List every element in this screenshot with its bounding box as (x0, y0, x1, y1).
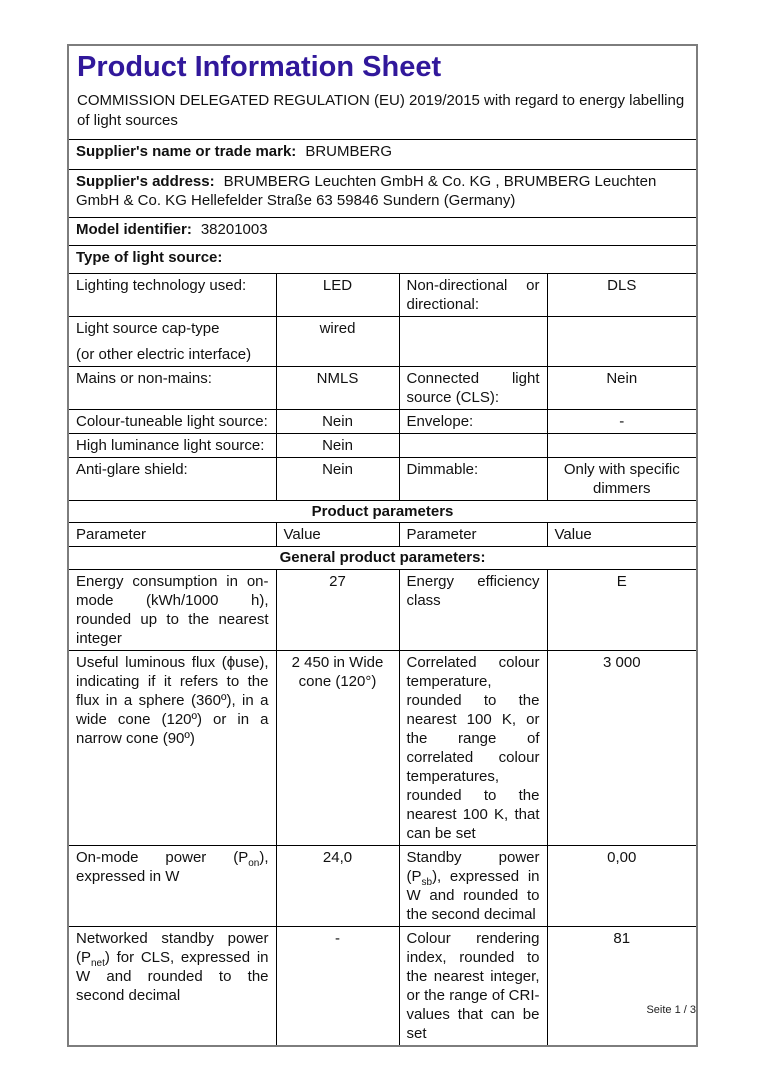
table-row (68, 434, 697, 458)
model-identifier-label: Model identifier: (76, 221, 192, 238)
table-row (68, 570, 697, 651)
table-row (68, 458, 697, 501)
section-heading-row (68, 501, 697, 523)
table-row (68, 651, 697, 846)
column-header-row (68, 523, 697, 547)
table-row (68, 846, 697, 927)
table-row (68, 274, 697, 317)
param-value-cell: Nein (276, 434, 399, 458)
type-heading-cell: Type of light source: (68, 246, 697, 274)
param-label-cell: Networked standby power $(P_{net})$ for CLS, expressed in W and rounded to the second decimal (68, 927, 276, 1047)
column-header: Value (276, 523, 399, 547)
param-label-cell: Energy efficiency class (399, 570, 547, 651)
type-heading-row (68, 246, 697, 274)
header-cell (68, 45, 697, 140)
param-value-cell: 27 (276, 570, 399, 651)
model-identifier-value: 38201003 (200, 221, 268, 238)
supplier-address-label: Supplier's address: (76, 173, 215, 190)
supplier-name-label: Supplier's name or trade mark: (76, 143, 297, 160)
table-row (68, 410, 697, 434)
param-label-cell: Standby power $(P_{sb})$, expressed in W and rounded to the second decimal (399, 846, 547, 927)
param-value-cell: LED (276, 274, 399, 317)
page-number: Seite 1 / 3 (646, 1004, 696, 1016)
column-header: Value (547, 523, 697, 547)
param-value-cell: Nein (276, 458, 399, 501)
param-value-cell: 2 450 in Wide cone (120°) (276, 651, 399, 846)
param-label-cell: Energy consumption in on-mode (kWh/1000 h), rounded up to the nearest integer (68, 570, 276, 651)
param-value-cell: Nein (547, 367, 697, 410)
model-identifier-cell (68, 218, 697, 246)
param-label-cell: Dimmable: (399, 458, 547, 501)
param-label-cell: Colour rendering index, rounded to the nearest integer, or the range of CRI-values that can be set (399, 927, 547, 1047)
param-label-cell: Envelope: (399, 410, 547, 434)
param-value-cell: NMLS (276, 367, 399, 410)
section-subheading-row (68, 547, 697, 570)
param-label-cell (68, 317, 276, 367)
param-label-cell: Colour-tuneable light source: (68, 410, 276, 434)
param-label-cell: Correlated colour temperature, rounded to the nearest 100 K, or the range of correlated colour temperatures, rounded to the nearest 100 K, that can be set (399, 651, 547, 846)
param-label-cell: Mains or non-mains: (68, 367, 276, 410)
header-row (68, 45, 697, 140)
table-row (68, 367, 697, 410)
param-value-cell: 24,0 (276, 846, 399, 927)
param-label-cell: Non-directional or directional: (399, 274, 547, 317)
param-value-cell: - (276, 927, 399, 1047)
param-label-cell (399, 317, 547, 367)
param-value-cell: Nein (276, 410, 399, 434)
supplier-name-row (68, 140, 697, 170)
param-value-cell: 3 000 (547, 651, 697, 846)
general-parameters-heading: General product parameters: (68, 547, 697, 570)
param-value-cell: 0,00 (547, 846, 697, 927)
param-value-cell (547, 317, 697, 367)
param-value-cell: - (547, 410, 697, 434)
param-label-cell: High luminance light source: (68, 434, 276, 458)
table-row (68, 927, 697, 1047)
column-header: Parameter (399, 523, 547, 547)
param-label-cell: Connected light source (CLS): (399, 367, 547, 410)
product-info-table (67, 44, 698, 1047)
param-label-cell: Useful luminous flux (ϕuse), indicating if it refers to the flux in a sphere (360º), in a wide cone (120º) or in a narrow cone (90º) (68, 651, 276, 846)
param-value-cell: E (547, 570, 697, 651)
supplier-address-row (68, 170, 697, 218)
regulation-text: COMMISSION DELEGATED REGULATION (EU) 2019/2015 with regard to energy labelling of light sources (77, 92, 685, 129)
param-label-cell (399, 434, 547, 458)
param-value-cell: Only with specific dimmers (547, 458, 697, 501)
cap-type-line2: (or other electric interface) (76, 346, 252, 363)
param-value-cell (547, 434, 697, 458)
param-label-cell: Lighting technology used: (68, 274, 276, 317)
product-parameters-heading: Product parameters (68, 501, 697, 523)
param-label-cell: On-mode power $(P_{on})$, expressed in W (68, 846, 276, 927)
supplier-address-value: BRUMBERG Leuchten GmbH & Co. KG , BRUMBERG Leuchten GmbH & Co. KG Hellefelder Straße 63 59846 Sundern (Germany) (76, 173, 657, 209)
param-value-cell: 81 (547, 927, 697, 1047)
supplier-name-cell (68, 140, 697, 170)
table-row (68, 317, 697, 367)
param-label-cell: Anti-glare shield: (68, 458, 276, 501)
cap-type-line1: Light source cap-type (76, 320, 220, 337)
document-sheet (67, 44, 696, 1047)
param-value-cell: DLS (547, 274, 697, 317)
param-value-cell: wired (276, 317, 399, 367)
supplier-address-cell (68, 170, 697, 218)
model-identifier-row (68, 218, 697, 246)
column-header: Parameter (68, 523, 276, 547)
supplier-name-value: BRUMBERG (305, 143, 392, 160)
page-title: Product Information Sheet (77, 51, 442, 83)
